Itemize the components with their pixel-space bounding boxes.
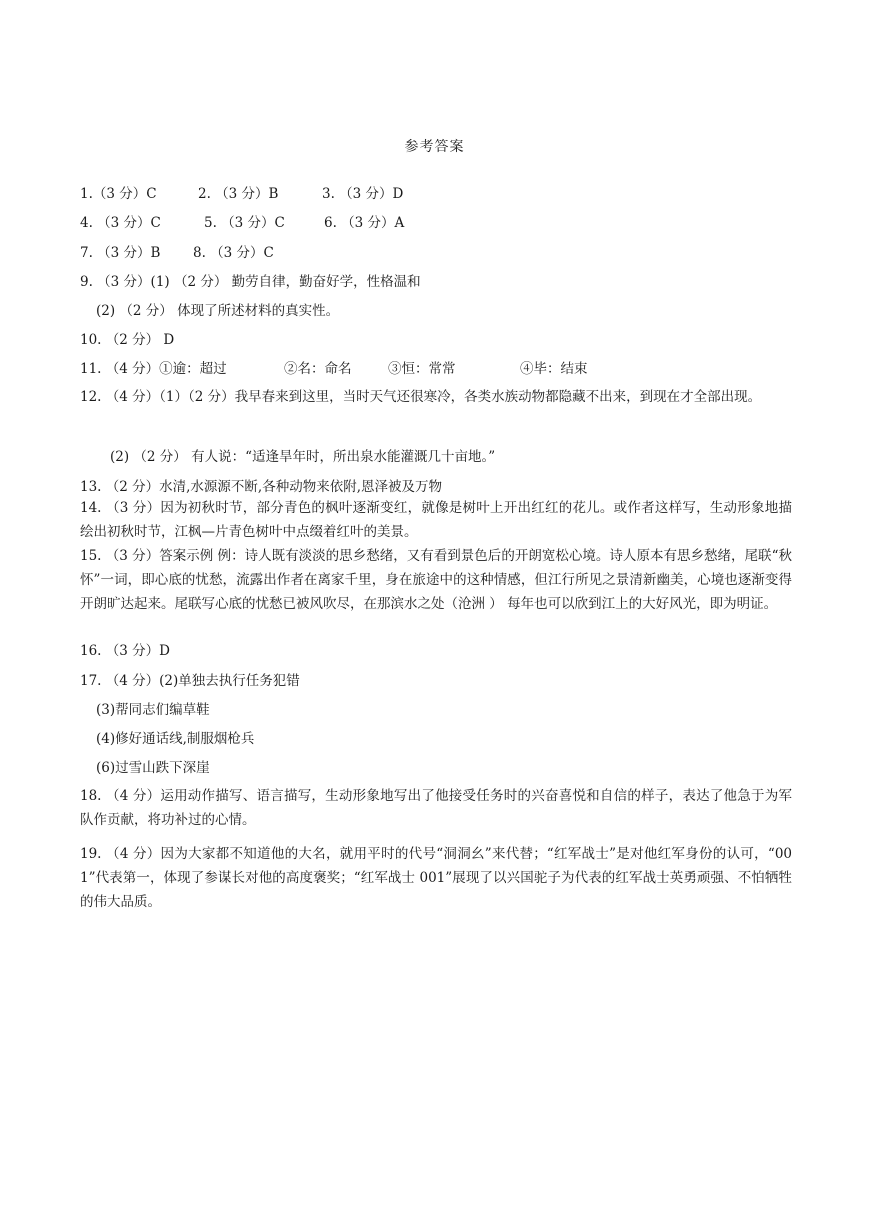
answer-10: 10. （2 分） D	[80, 332, 175, 348]
answer-16: 16. （3 分）D	[80, 643, 170, 659]
answer-12-part-2: (2) （2 分） 有人说：“适逢旱年时，所出泉水能灌溉几十亩地。”	[110, 449, 496, 465]
answer-11-head: 11. （4 分）①逾：超过	[80, 361, 227, 377]
answer-15: 15. （3 分）答案示例 例：诗人既有淡淡的思乡愁绪，又有看到景色后的开朗宽松心境。诗人原本有思乡愁绪，尾联“秋怀”一词，即心底的忧愁，流露出作者在离家千里，身在旅途中的这种情感，但江行所见之景清新幽美，心境也逐渐变得开朗旷达起来。尾联写心底的忧愁已被风吹尽，在那滨水之处（沧洲 ） 每年也可以欣到江上的大好风光，即为明证。	[80, 548, 792, 612]
answer-1: 1.（3 分）C	[80, 186, 157, 202]
answer-19: 19. （4 分）因为大家都不知道他的大名，就用平时的代号“洞洞幺”来代替；“红军战士”是对他红军身份的认可，“001”代表第一，体现了参谋长对他的高度褒奖；“红军战士 001”展现了以兴国驼子为代表的红军战士英勇顽强、不怕牺牲的伟大品质。	[80, 846, 792, 910]
answer-3: 3. （3 分）D	[322, 186, 404, 202]
answer-5: 5. （3 分）C	[204, 215, 285, 231]
answer-17-part-1: 17. （4 分）(2)单独去执行任务犯错	[80, 673, 300, 689]
answer-11-d: ④毕：结束	[520, 361, 588, 377]
answer-11-b: ②名：命名	[284, 361, 352, 377]
answer-row-7-8	[80, 243, 274, 263]
answer-11	[80, 359, 588, 379]
answer-8: 8. （3 分）C	[193, 245, 274, 261]
answer-14: 14. （3 分）因为初秋时节，部分青色的枫叶逐渐变红，就像是树叶上开出红红的花儿。或作者这样写，生动形象地描绘出初秋时节，江枫—片青色树叶中点缀着红叶的美景。	[80, 500, 792, 540]
answer-13: 13. （2 分）水清,水源源不断,各种动物来依附,恩泽被及万物	[80, 479, 443, 495]
answer-7: 7. （3 分）B	[80, 245, 161, 261]
answer-17-part-2: (3)帮同志们编草鞋	[96, 702, 210, 718]
answer-17-part-4: (6)过雪山跌下深崖	[96, 760, 210, 776]
answer-6: 6. （3 分）A	[324, 215, 405, 231]
answer-18: 18. （4 分）运用动作描写、语言描写，生动形象地写出了他接受任务时的兴奋喜悦和自信的样子，表达了他急于为军队作贡献，将功补过的心情。	[80, 788, 792, 828]
answer-12-part-1: 12. （4 分）（1）（2 分）我早春来到这里，当时天气还很寒冷，各类水族动物都隐藏不出来，到现在才全部出现。	[80, 389, 762, 405]
answer-4: 4. （3 分）C	[80, 215, 161, 231]
answer-17-part-3: (4)修好通话线,制服烟枪兵	[96, 731, 255, 747]
answer-2: 2. （3 分）B	[198, 186, 279, 202]
answer-11-c: ③恒：常常	[388, 361, 456, 377]
answer-row-1-3	[80, 184, 403, 204]
answer-9-part-2: (2) （2 分） 体现了所述材料的真实性。	[96, 303, 340, 319]
answer-row-4-6	[80, 213, 404, 233]
page-title: 参考答案	[404, 139, 465, 155]
answer-9-part-1: 9. （3 分）(1) （2 分） 勤劳自律，勤奋好学，性格温和	[80, 274, 421, 290]
